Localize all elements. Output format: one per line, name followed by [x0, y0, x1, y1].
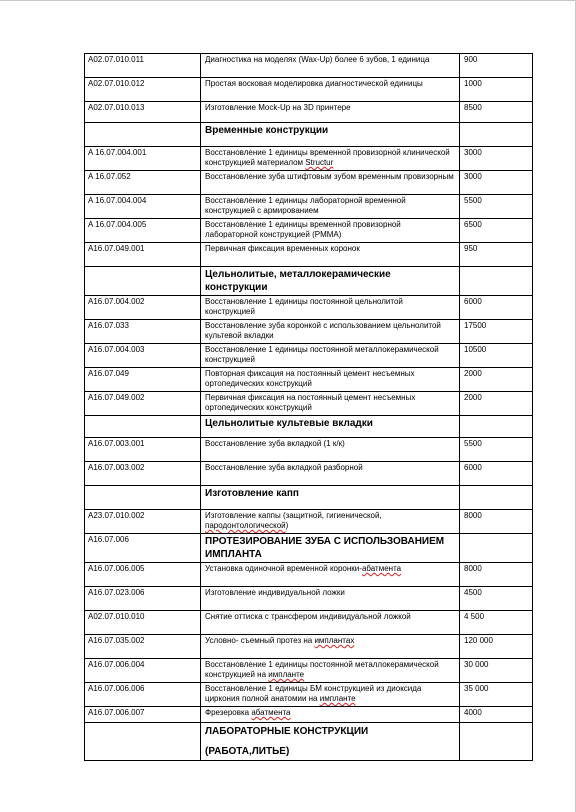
service-price: 6000: [460, 462, 533, 486]
table-row: [85, 219, 533, 243]
service-code: A 16.07.004.001: [85, 147, 201, 171]
spellcheck-word: абатмента: [361, 564, 402, 573]
section-row: [85, 123, 533, 147]
service-code: A23.07.010.002: [85, 510, 201, 534]
service-code: A 16.07.004.004: [85, 195, 201, 219]
service-code: [85, 723, 201, 761]
service-name: Восстановление 1 единицы постоянной металлокерамической конструкцией: [201, 344, 460, 368]
section-title: [201, 723, 460, 761]
table-row: [85, 611, 533, 635]
service-price: 2000: [460, 392, 533, 416]
service-price: [460, 267, 533, 296]
service-price: 5500: [460, 438, 533, 462]
service-price: 8500: [460, 102, 533, 123]
service-code: A16.07.049: [85, 368, 201, 392]
table-row: [85, 635, 533, 659]
section-row: [85, 416, 533, 438]
service-code: A16.07.006.005: [85, 563, 201, 587]
service-name: Первичная фиксация на постоянный цемент несъемных ортопедических конструкций: [201, 392, 460, 416]
section-title: Цельнолитые, металлокерамические конструкции: [201, 267, 460, 296]
service-price: [460, 486, 533, 510]
table-row: [85, 587, 533, 611]
table-row: [85, 683, 533, 707]
service-code: A02.07.010.013: [85, 102, 201, 123]
service-price: 2000: [460, 368, 533, 392]
price-table: [84, 53, 533, 761]
table-row: [85, 171, 533, 195]
service-name: Условно- съемный протез на имплантах: [201, 635, 460, 659]
service-price: [460, 123, 533, 147]
service-price: 6000: [460, 296, 533, 320]
service-code: [85, 267, 201, 296]
service-code: A16.07.006: [85, 534, 201, 563]
service-price: 120 000: [460, 635, 533, 659]
table-row: [85, 54, 533, 78]
service-price: 4 500: [460, 611, 533, 635]
service-code: A16.07.023.006: [85, 587, 201, 611]
service-name: Диагностика на моделях (Wax-Up) более 6 зубов, 1 единица: [201, 54, 460, 78]
service-code: A02.07.010.010: [85, 611, 201, 635]
service-name: Установка одиночной временной коронки-абатмента: [201, 563, 460, 587]
service-price: 6500: [460, 219, 533, 243]
price-table-body: [85, 54, 533, 761]
table-row: [85, 296, 533, 320]
table-row: [85, 438, 533, 462]
section-title-line: ЛАБОРАТОРНЫЕ КОНСТРУКЦИИ: [205, 726, 369, 737]
service-code: A 16.07.052: [85, 171, 201, 195]
section-title: Временные конструкции: [201, 123, 460, 147]
table-row: [85, 344, 533, 368]
table-row: [85, 510, 533, 534]
table-row: [85, 462, 533, 486]
table-row: [85, 147, 533, 171]
service-code: A02.07.010.012: [85, 78, 201, 102]
service-name: Восстановление 1 единицы временной провизорной клинической конструкцией материалом Structur: [201, 147, 460, 171]
service-code: A16.07.033: [85, 320, 201, 344]
service-code: A 16.07.004.005: [85, 219, 201, 243]
service-code: A16.07.049.002: [85, 392, 201, 416]
service-code: A02.07.010.011: [85, 54, 201, 78]
service-price: 1000: [460, 78, 533, 102]
service-name: Фрезеровка абатмента: [201, 707, 460, 723]
section-row: [85, 486, 533, 510]
service-price: [460, 723, 533, 761]
table-row: [85, 563, 533, 587]
spellcheck-word: Structur: [305, 158, 334, 167]
service-code: [85, 486, 201, 510]
table-row: [85, 320, 533, 344]
service-name: Повторная фиксация на постоянный цемент несъемных ортопедических конструкций: [201, 368, 460, 392]
service-price: 30 000: [460, 659, 533, 683]
service-code: A16.07.049.001: [85, 243, 201, 267]
service-code: A16.07.003.001: [85, 438, 201, 462]
service-code: A16.07.006.004: [85, 659, 201, 683]
service-name: Первичная фиксация временных коронок: [201, 243, 460, 267]
service-price: [460, 534, 533, 563]
service-name: Восстановление 1 единицы постоянной цельнолитой конструкцией: [201, 296, 460, 320]
section-row: [85, 267, 533, 296]
service-code: A16.07.003.002: [85, 462, 201, 486]
service-price: [460, 416, 533, 438]
service-price: 35 000: [460, 683, 533, 707]
service-name: Восстановление зуба вкладкой (1 к/к): [201, 438, 460, 462]
service-code: A16.07.006.006: [85, 683, 201, 707]
service-code: A16.07.004.002: [85, 296, 201, 320]
service-name: Восстановление зуба штифтовым зубом временным провизорным: [201, 171, 460, 195]
service-name: Изготовление индивидуальной ложки: [201, 587, 460, 611]
service-name: Снятие оттиска с трансфером индивидуальной ложкой: [201, 611, 460, 635]
service-price: 17500: [460, 320, 533, 344]
table-row: [85, 243, 533, 267]
table-row: [85, 392, 533, 416]
service-price: 3000: [460, 171, 533, 195]
service-code: [85, 416, 201, 438]
service-price: 950: [460, 243, 533, 267]
section-row: [85, 534, 533, 563]
service-name: Восстановление 1 единицы БМ конструкцией из диоксида циркония полной анатомии на импланте: [201, 683, 460, 707]
spellcheck-word: импланте: [319, 694, 356, 703]
spellcheck-word: пародонтологической: [205, 521, 286, 530]
service-price: 3000: [460, 147, 533, 171]
service-code: A16.07.006.007: [85, 707, 201, 723]
service-price: 10500: [460, 344, 533, 368]
service-code: A16.07.035.002: [85, 635, 201, 659]
section-row: [85, 723, 533, 761]
section-title-line: (РАБОТА,ЛИТЬЕ): [205, 746, 290, 757]
table-row: [85, 102, 533, 123]
table-row: [85, 659, 533, 683]
service-name: Простая восковая моделировка диагностической единицы: [201, 78, 460, 102]
service-name: Восстановление 1 единицы лабораторной временной конструкцией с армированием: [201, 195, 460, 219]
service-name: Восстановление зуба коронкой с использованием цельнолитой культевой вкладки: [201, 320, 460, 344]
table-row: [85, 368, 533, 392]
service-price: 5500: [460, 195, 533, 219]
service-price: 4000: [460, 707, 533, 723]
service-code: A16.07.004.003: [85, 344, 201, 368]
spellcheck-word: абатмента: [251, 708, 291, 717]
service-name: Изготовление каппы (защитной, гигиенической, пародонтологической): [201, 510, 460, 534]
service-code: [85, 123, 201, 147]
service-price: 8000: [460, 510, 533, 534]
table-row: [85, 78, 533, 102]
section-title: Цельнолитые культевые вкладки: [201, 416, 460, 438]
table-row: [85, 195, 533, 219]
service-price: 8000: [460, 563, 533, 587]
service-name: Восстановление 1 единицы временной провизорной лабораторной конструкцией (PMMA): [201, 219, 460, 243]
spellcheck-word: импланте: [268, 670, 305, 679]
service-price: 4500: [460, 587, 533, 611]
service-price: 900: [460, 54, 533, 78]
section-title: ПРОТЕЗИРОВАНИЕ ЗУБА С ИСПОЛЬЗОВАНИЕМ ИМПЛАНТА: [201, 534, 460, 563]
table-row: [85, 707, 533, 723]
page-top-border: [0, 0, 576, 1]
service-name: Восстановление зуба вкладкой разборной: [201, 462, 460, 486]
spellcheck-word: имплантах: [314, 636, 355, 645]
service-name: Восстановление 1 единицы постоянной металлокерамической конструкцией на импланте: [201, 659, 460, 683]
section-title: Изготовление капп: [201, 486, 460, 510]
service-name: Изготовление Mock-Up на 3D принтере: [201, 102, 460, 123]
